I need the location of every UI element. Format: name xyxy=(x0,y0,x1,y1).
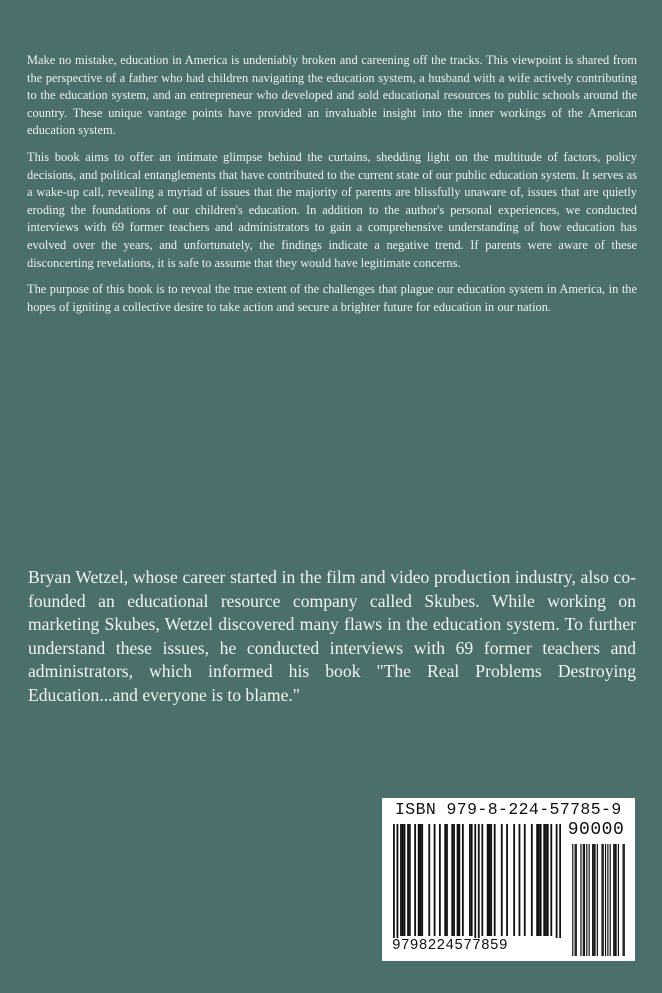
barcode-bar xyxy=(550,824,552,936)
isbn-barcode-panel xyxy=(382,798,635,961)
barcode-bar xyxy=(453,824,455,936)
description-paragraph-2: This book aims to offer an intimate glimpse behind the curtains, shedding light on the multitude of factors, policy decisions, and political entanglements that have contributed to the current state of our public education system. It serves as a wake-up call, revealing a myriad of issues that the majority of parents are blissfully unaware of, issues that are quietly eroding the foundations of our children's education. In addition to the author's personal experiences, we conducted interviews with 69 former teachers and administrators to gain a comprehensive understanding of how education has evolved over the years, and unfortunately, the findings indicate a negative trend. If parents were aware of these disconcerting revelations, it is safe to assume that they would have legitimate concerns. xyxy=(27,149,637,270)
barcode-bar xyxy=(462,824,464,936)
barcode-bar xyxy=(559,824,561,942)
barcode-bar xyxy=(575,844,576,956)
barcode-bar xyxy=(615,844,616,956)
description-paragraph-3: The purpose of this book is to reveal the true extent of the challenges that plague our education system in America, in the hopes of igniting a collective desire to take action and secure a brighter future for education in our nation. xyxy=(27,282,637,314)
barcode-bar xyxy=(607,844,608,956)
isbn-label: ISBN 979-8-224-57785-9 xyxy=(395,800,622,819)
barcode-bar xyxy=(538,824,540,936)
barcode-bar xyxy=(487,824,489,936)
barcode-bar xyxy=(583,844,584,956)
barcode-bar xyxy=(421,824,423,936)
barcode-bar xyxy=(409,824,411,936)
barcode-bar xyxy=(446,824,448,936)
barcode-bar xyxy=(501,824,503,936)
barcode-bar xyxy=(414,824,416,936)
barcode-bar xyxy=(506,824,508,936)
barcode-bar xyxy=(434,824,436,936)
barcode-bar xyxy=(488,824,490,936)
barcode-bar xyxy=(593,844,594,956)
barcode-bar xyxy=(393,824,395,942)
barcode-bar xyxy=(601,844,602,956)
book-description xyxy=(27,52,637,325)
barcode-bar xyxy=(478,824,480,942)
barcode-bar xyxy=(469,824,471,936)
barcode-bar xyxy=(597,844,598,956)
barcode-bar xyxy=(624,844,625,956)
barcode-bar xyxy=(471,824,473,936)
barcode-bar xyxy=(490,824,492,936)
barcode-bar xyxy=(603,844,604,956)
barcode-bar xyxy=(444,824,446,936)
barcode-bar xyxy=(572,844,573,956)
barcode-bar xyxy=(605,844,606,956)
barcode-bar xyxy=(592,844,593,956)
description-paragraph-1: Make no mistake, education in America is undeniably broken and careening off the tracks. This viewpoint is shared from the perspective of a father who had children navigating the education system, a husband with a wife actively contributing to the education system, and an entrepreneur who developed and sold educational resources to public schools around the country. These unique vantage points have provided an invaluable insight into the inner workings of the American education system. xyxy=(27,53,637,138)
barcode-bar xyxy=(584,844,585,956)
ean13-barcode xyxy=(393,824,561,942)
barcode-bar xyxy=(610,844,611,956)
barcode-bar xyxy=(540,824,542,936)
barcode-bar xyxy=(513,824,515,936)
barcode-bar xyxy=(576,844,577,956)
barcode-bar xyxy=(614,844,615,956)
barcode-bar xyxy=(420,824,422,936)
barcode-bar xyxy=(580,844,581,956)
barcode-bar xyxy=(594,844,595,956)
barcode-bar xyxy=(613,844,614,956)
addon-barcode xyxy=(571,844,626,956)
barcode-bar xyxy=(439,824,441,936)
barcode-bar xyxy=(481,824,483,936)
barcode-bar xyxy=(519,824,521,936)
barcode-bar xyxy=(547,824,549,936)
barcode-bar xyxy=(458,824,460,936)
barcode-bar xyxy=(457,824,459,936)
barcode-bar xyxy=(418,824,420,936)
barcode-bar xyxy=(397,824,399,942)
addon-price-digits: 90000 xyxy=(567,820,625,840)
barcode-bar xyxy=(589,844,590,956)
barcode-bar xyxy=(543,824,545,936)
barcode-bar xyxy=(556,824,558,942)
author-bio: Bryan Wetzel, whose career started in the film and video production industry, also co-founded an educational resource company called Skubes. While working on marketing Skubes, Wetzel discovered many flaws in the education system. To further understand these issues, he conducted interviews with 69 former teachers and administrators, which informed his book "The Real Problems Destroying Education...and everyone is to blame." xyxy=(28,567,636,705)
barcode-bar xyxy=(545,824,547,936)
barcode-bar xyxy=(404,824,406,936)
barcode-bar xyxy=(586,844,587,956)
barcode-bar xyxy=(407,824,409,936)
barcode-bar xyxy=(451,824,453,936)
barcode-bar xyxy=(428,824,430,936)
barcode-bar xyxy=(494,824,496,936)
barcode-bar xyxy=(531,824,533,936)
barcode-bar xyxy=(524,824,526,936)
barcode-bar xyxy=(400,824,402,936)
barcode-bar xyxy=(402,824,404,936)
barcode-bar xyxy=(474,824,476,942)
barcode-bar xyxy=(622,844,623,956)
barcode-bar xyxy=(618,844,619,956)
barcode-bar xyxy=(536,824,538,936)
barcode-digits: 9798224577859 xyxy=(392,938,568,954)
